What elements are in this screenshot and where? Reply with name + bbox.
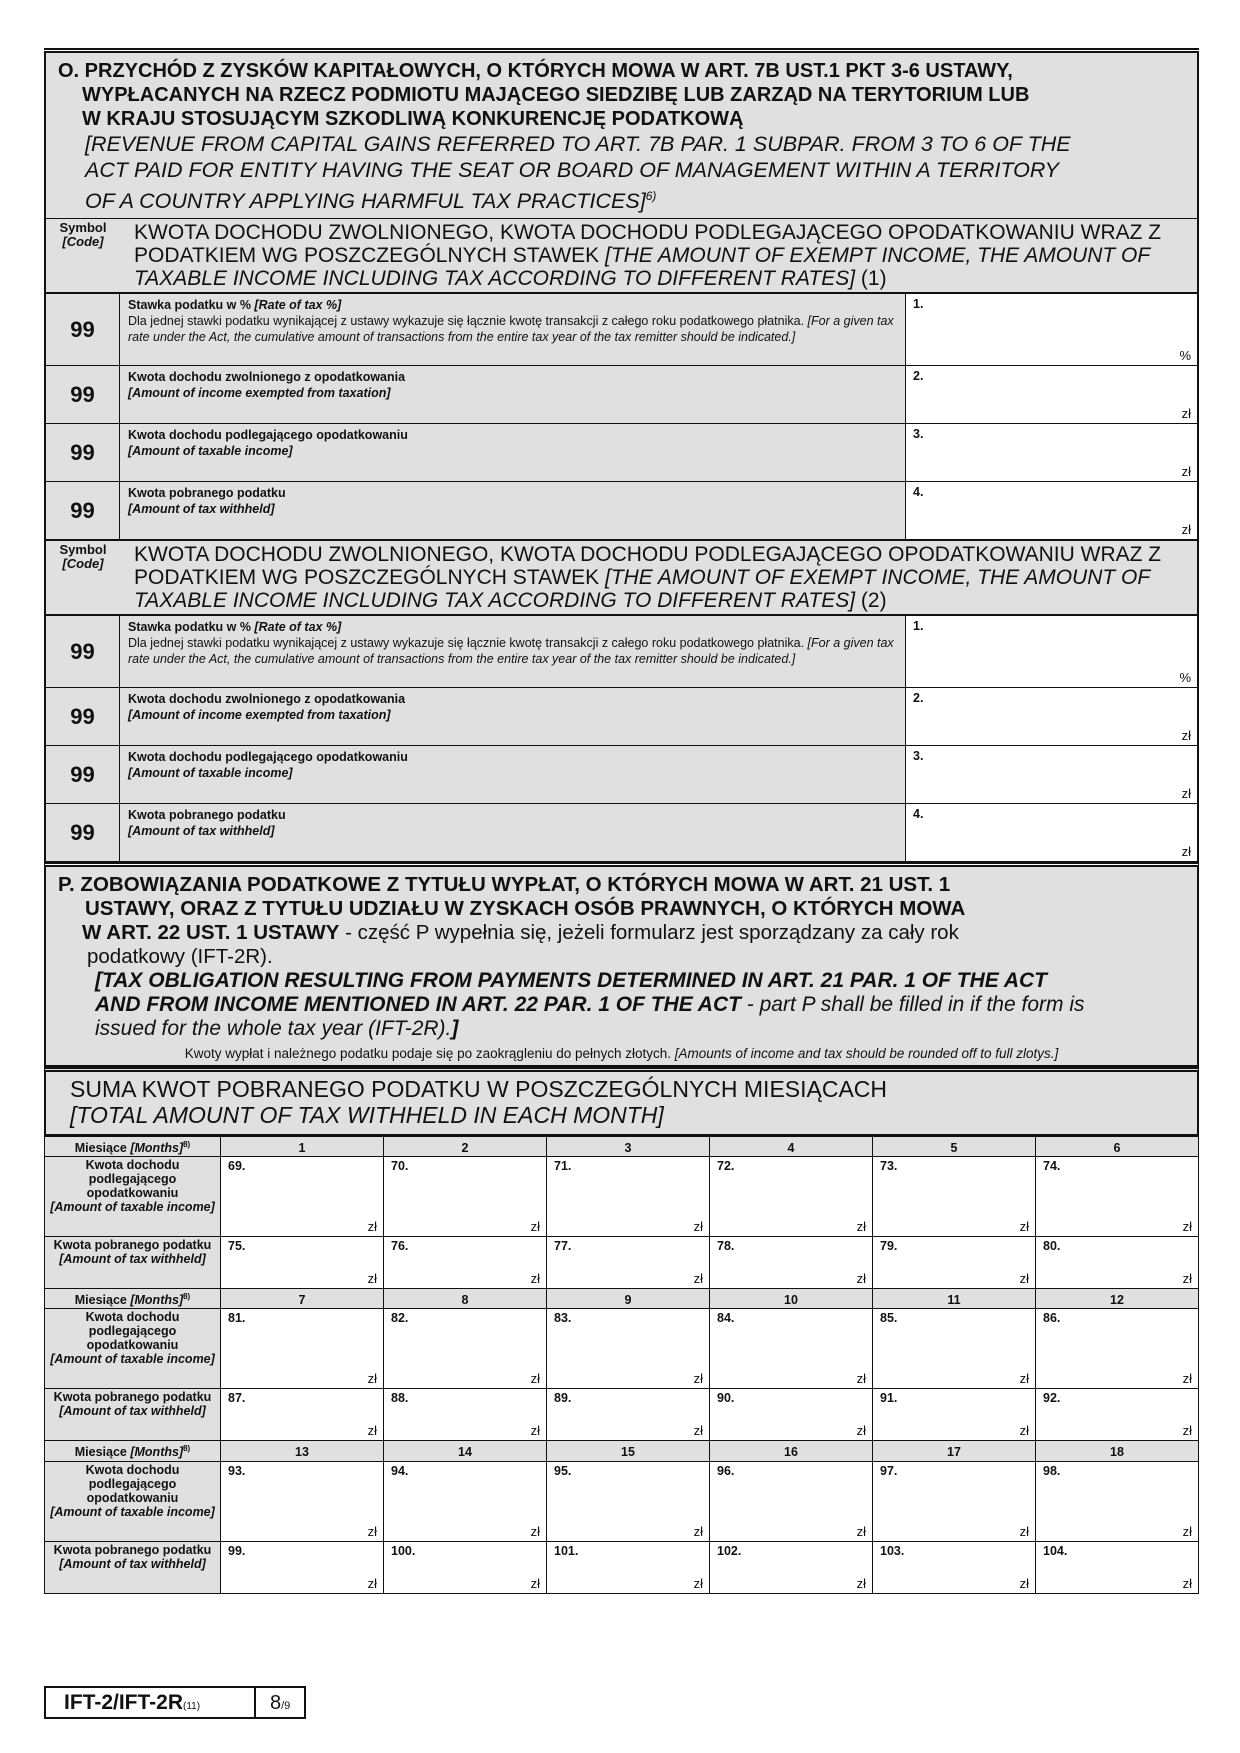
months-label-en: [Months] bbox=[130, 1141, 184, 1156]
income-input[interactable] bbox=[547, 1309, 710, 1389]
row-description: Dla jednej stawki podatku wynikającej z ustawy wykazuje się łącznie kwotę transakcji z całego roku podatkowego płatnika. bbox=[128, 636, 808, 651]
field-number: 88. bbox=[391, 1391, 409, 1406]
income-label bbox=[45, 1309, 221, 1389]
field-unit: zł bbox=[693, 1271, 703, 1287]
row-label: Stawka podatku w % bbox=[128, 620, 255, 635]
month-number: 10 bbox=[710, 1289, 873, 1309]
income-label bbox=[45, 1461, 221, 1541]
row-label-en: [Amount of taxable income] bbox=[128, 444, 293, 459]
row-label-en: [Amount of income exempted from taxation] bbox=[128, 386, 391, 401]
symbol-column-label bbox=[46, 541, 120, 614]
page-current: 8 bbox=[270, 1692, 282, 1714]
field-row bbox=[44, 366, 1199, 424]
rounding-note-pl: Kwoty wypłat i należnego podatku podaje się po zaokrągleniu do pełnych złotych. bbox=[184, 1046, 675, 1062]
tax-input[interactable] bbox=[710, 1237, 873, 1289]
field-number: 89. bbox=[554, 1391, 572, 1406]
symbol-column-label bbox=[46, 219, 120, 292]
group-header bbox=[44, 218, 1199, 294]
tax-input[interactable] bbox=[384, 1237, 547, 1289]
section-p-line-3-bold: W ART. 22 UST. 1 USTAWY bbox=[82, 921, 340, 945]
month-number: 3 bbox=[547, 1137, 710, 1157]
code-label: [Code] bbox=[62, 556, 104, 572]
field-number: 2. bbox=[913, 369, 924, 384]
tax-label-pl: Kwota pobranego podatku bbox=[53, 1390, 212, 1405]
tax-label bbox=[45, 1541, 221, 1593]
field-unit: zł bbox=[1019, 1423, 1029, 1439]
field-number: 2. bbox=[913, 691, 924, 706]
income-input[interactable] bbox=[1036, 1461, 1199, 1541]
field-unit: zł bbox=[1181, 786, 1191, 802]
symbol-label: Symbol bbox=[59, 542, 107, 558]
field-input[interactable] bbox=[906, 424, 1197, 481]
field-unit: zł bbox=[1181, 844, 1191, 860]
footnote-ref: 6) bbox=[645, 189, 657, 203]
tax-input[interactable] bbox=[710, 1541, 873, 1593]
group-number: (2) bbox=[855, 589, 887, 613]
group-title-en: [THE AMOUNT OF EXEMPT INCOME, THE AMOUNT OF TAXABLE INCOME INCLUDING TAX ACCORDING TO DIFFERENT RATES] bbox=[134, 244, 1150, 291]
field-row bbox=[44, 424, 1199, 482]
row-description-en: [For a given tax rate under the Act, the cumulative amount of transactions from the entire tax year of the tax remitter should be indicated.] bbox=[128, 314, 894, 345]
field-unit: zł bbox=[856, 1523, 866, 1539]
months-label bbox=[45, 1137, 221, 1157]
field-unit: zł bbox=[1019, 1219, 1029, 1235]
row-label: Kwota pobranego podatku bbox=[128, 486, 286, 501]
field-unit: zł bbox=[1181, 522, 1191, 538]
field-number: 99. bbox=[228, 1543, 246, 1558]
field-number: 3. bbox=[913, 427, 924, 442]
monthly-sum-header bbox=[44, 1067, 1199, 1136]
monthly-sum-title-pl: SUMA KWOT POBRANEGO PODATKU W POSZCZEGÓLNYCH MIESIĄCACH bbox=[70, 1076, 888, 1103]
field-unit: zł bbox=[1182, 1523, 1192, 1539]
symbol-label: Symbol bbox=[59, 220, 107, 236]
month-number: 8 bbox=[384, 1289, 547, 1309]
field-unit: zł bbox=[1182, 1423, 1192, 1439]
month-number: 17 bbox=[873, 1441, 1036, 1461]
field-number: 91. bbox=[880, 1391, 898, 1406]
field-input[interactable] bbox=[906, 616, 1197, 687]
field-unit: % bbox=[1179, 348, 1191, 364]
tax-label-pl: Kwota pobranego podatku bbox=[53, 1542, 212, 1557]
field-unit: zł bbox=[367, 1271, 377, 1287]
field-number: 78. bbox=[717, 1239, 735, 1254]
group-title-en: [THE AMOUNT OF EXEMPT INCOME, THE AMOUNT OF TAXABLE INCOME INCLUDING TAX ACCORDING TO DIFFERENT RATES] bbox=[134, 566, 1150, 613]
field-number: 4. bbox=[913, 807, 924, 822]
field-number: 69. bbox=[228, 1159, 246, 1174]
field-number: 92. bbox=[1043, 1391, 1061, 1406]
tax-input[interactable] bbox=[1036, 1389, 1199, 1441]
row-label-cell bbox=[120, 366, 906, 423]
months-label bbox=[45, 1289, 221, 1309]
field-row bbox=[44, 746, 1199, 804]
income-input[interactable] bbox=[710, 1461, 873, 1541]
months-label-en: [Months] bbox=[130, 1293, 184, 1308]
field-unit: zł bbox=[693, 1219, 703, 1235]
field-unit: zł bbox=[1019, 1271, 1029, 1287]
rate-groups bbox=[44, 218, 1199, 862]
field-unit: zł bbox=[1019, 1575, 1029, 1591]
income-input[interactable] bbox=[873, 1309, 1036, 1389]
row-label-cell bbox=[120, 424, 906, 481]
income-input[interactable] bbox=[384, 1309, 547, 1389]
field-unit: zł bbox=[856, 1423, 866, 1439]
tax-label-pl: Kwota pobranego podatku bbox=[53, 1238, 212, 1253]
field-unit: zł bbox=[1182, 1575, 1192, 1591]
section-p-en-line-1: [TAX OBLIGATION RESULTING FROM PAYMENTS DETERMINED IN ART. 21 PAR. 1 OF THE ACT bbox=[95, 969, 1048, 993]
group-header bbox=[44, 540, 1199, 616]
field-number: 4. bbox=[913, 485, 924, 500]
monthly-table bbox=[44, 1136, 1199, 1593]
section-o-line-1: O. PRZYCHÓD Z ZYSKÓW KAPITAŁOWYCH, O KTÓRYCH MOWA W ART. 7B UST.1 PKT 3-6 USTAWY, bbox=[58, 60, 1013, 82]
section-o-header bbox=[44, 53, 1199, 218]
income-input[interactable] bbox=[221, 1157, 384, 1237]
field-unit: zł bbox=[367, 1523, 377, 1539]
row-label-cell bbox=[120, 616, 906, 687]
row-label: Kwota dochodu zwolnionego z opodatkowania bbox=[128, 370, 406, 385]
month-number: 12 bbox=[1036, 1289, 1199, 1309]
field-unit: zł bbox=[1181, 406, 1191, 422]
tax-input[interactable] bbox=[710, 1389, 873, 1441]
field-unit: zł bbox=[530, 1219, 540, 1235]
month-number: 1 bbox=[221, 1137, 384, 1157]
months-footnote: 8) bbox=[183, 1444, 191, 1454]
month-number: 18 bbox=[1036, 1441, 1199, 1461]
tax-label-en: [Amount of tax withheld] bbox=[59, 1252, 206, 1267]
field-number: 98. bbox=[1043, 1463, 1061, 1478]
field-row bbox=[44, 616, 1199, 688]
field-number: 96. bbox=[717, 1463, 735, 1478]
tax-row bbox=[45, 1541, 1199, 1593]
field-row bbox=[44, 294, 1199, 366]
field-unit: zł bbox=[856, 1271, 866, 1287]
form-page bbox=[44, 48, 1199, 1594]
months-label-pl: Miesiące bbox=[74, 1293, 131, 1308]
field-input[interactable] bbox=[906, 804, 1197, 861]
row-code: 99 bbox=[46, 804, 120, 861]
tax-row bbox=[45, 1237, 1199, 1289]
field-number: 1. bbox=[913, 619, 924, 634]
monthly-sum-title-en: [TOTAL AMOUNT OF TAX WITHHELD IN EACH MONTH] bbox=[70, 1102, 664, 1129]
field-unit: zł bbox=[530, 1371, 540, 1387]
field-number: 87. bbox=[228, 1391, 246, 1406]
field-unit: zł bbox=[1019, 1523, 1029, 1539]
field-number: 81. bbox=[228, 1311, 246, 1326]
field-number: 104. bbox=[1043, 1543, 1068, 1558]
field-number: 90. bbox=[717, 1391, 735, 1406]
tax-input[interactable] bbox=[384, 1541, 547, 1593]
row-label-en: [Amount of tax withheld] bbox=[128, 824, 275, 839]
field-number: 73. bbox=[880, 1159, 898, 1174]
form-code: IFT-2/IFT-2R bbox=[64, 1691, 184, 1714]
group-number: (1) bbox=[855, 267, 887, 291]
months-label-pl: Miesiące bbox=[74, 1141, 131, 1156]
field-number: 77. bbox=[554, 1239, 572, 1254]
row-description: Dla jednej stawki podatku wynikającej z ustawy wykazuje się łącznie kwotę transakcji z całego roku podatkowego płatnika. bbox=[128, 314, 808, 329]
field-unit: zł bbox=[693, 1575, 703, 1591]
income-label-en: [Amount of taxable income] bbox=[50, 1352, 215, 1367]
field-number: 82. bbox=[391, 1311, 409, 1326]
month-number: 4 bbox=[710, 1137, 873, 1157]
group-title bbox=[120, 219, 1197, 292]
income-input[interactable] bbox=[384, 1157, 547, 1237]
income-input[interactable] bbox=[1036, 1157, 1199, 1237]
section-o-en-line-3: OF A COUNTRY APPLYING HARMFUL TAX PRACTICES] bbox=[85, 189, 646, 214]
month-number: 11 bbox=[873, 1289, 1036, 1309]
field-number: 80. bbox=[1043, 1239, 1061, 1254]
tax-input[interactable] bbox=[384, 1389, 547, 1441]
tax-input[interactable] bbox=[873, 1389, 1036, 1441]
rounding-note bbox=[58, 1046, 1185, 1061]
months-row bbox=[45, 1137, 1199, 1157]
month-number: 2 bbox=[384, 1137, 547, 1157]
income-input[interactable] bbox=[547, 1157, 710, 1237]
tax-label bbox=[45, 1237, 221, 1289]
months-row bbox=[45, 1289, 1199, 1309]
field-number: 102. bbox=[717, 1543, 742, 1558]
income-input[interactable] bbox=[873, 1461, 1036, 1541]
field-number: 85. bbox=[880, 1311, 898, 1326]
field-number: 86. bbox=[1043, 1311, 1061, 1326]
field-input[interactable] bbox=[906, 366, 1197, 423]
section-p-line-2: USTAWY, ORAZ Z TYTUŁU UDZIAŁU W ZYSKACH OSÓB PRAWNYCH, O KTÓRYCH MOWA bbox=[85, 897, 966, 921]
field-unit: zł bbox=[856, 1219, 866, 1235]
field-number: 76. bbox=[391, 1239, 409, 1254]
month-number: 15 bbox=[547, 1441, 710, 1461]
month-number: 16 bbox=[710, 1441, 873, 1461]
income-input[interactable] bbox=[221, 1309, 384, 1389]
field-number: 97. bbox=[880, 1463, 898, 1478]
field-unit: zł bbox=[530, 1523, 540, 1539]
row-label-cell bbox=[120, 804, 906, 861]
row-label-en: [Rate of tax %] bbox=[254, 298, 342, 313]
row-label-cell bbox=[120, 482, 906, 539]
tax-input[interactable] bbox=[547, 1541, 710, 1593]
field-unit: zł bbox=[530, 1423, 540, 1439]
section-o-title-en bbox=[58, 131, 1185, 214]
rounding-note-en: [Amounts of income and tax should be rounded off to full zlotys.] bbox=[674, 1046, 1059, 1062]
field-number: 101. bbox=[554, 1543, 579, 1558]
field-unit: % bbox=[1179, 670, 1191, 686]
field-number: 75. bbox=[228, 1239, 246, 1254]
page-number bbox=[256, 1688, 304, 1717]
tax-input[interactable] bbox=[1036, 1541, 1199, 1593]
field-unit: zł bbox=[856, 1575, 866, 1591]
income-label-pl: Kwota dochodu podlegającego opodatkowaniu bbox=[85, 1310, 180, 1353]
field-number: 74. bbox=[1043, 1159, 1061, 1174]
row-code: 99 bbox=[46, 294, 120, 365]
months-label bbox=[45, 1441, 221, 1461]
section-p-line-3: - część P wypełnia się, jeżeli formularz jest sporządzany za cały rok bbox=[339, 921, 959, 945]
tax-input[interactable] bbox=[547, 1237, 710, 1289]
field-number: 71. bbox=[554, 1159, 572, 1174]
field-unit: zł bbox=[530, 1271, 540, 1287]
form-id bbox=[46, 1688, 256, 1717]
section-o-title-pl bbox=[58, 59, 1185, 131]
row-label: Kwota dochodu podlegającego opodatkowaniu bbox=[128, 428, 408, 443]
field-row bbox=[44, 688, 1199, 746]
field-number: 3. bbox=[913, 749, 924, 764]
section-p-header bbox=[44, 867, 1199, 1067]
months-label-en: [Months] bbox=[130, 1445, 184, 1460]
field-unit: zł bbox=[1182, 1371, 1192, 1387]
section-p-line-4: podatkowy (IFT-2R). bbox=[87, 945, 273, 969]
row-label-cell bbox=[120, 294, 906, 365]
section-o-line-2: WYPŁACANYCH NA RZECZ PODMIOTU MAJĄCEGO SIEDZIBĘ LUB ZARZĄD NA TERYTORIUM LUB bbox=[82, 84, 1030, 106]
field-number: 100. bbox=[391, 1543, 416, 1558]
income-row bbox=[45, 1309, 1199, 1389]
months-row bbox=[45, 1441, 1199, 1461]
income-input[interactable] bbox=[221, 1461, 384, 1541]
field-number: 95. bbox=[554, 1463, 572, 1478]
field-number: 72. bbox=[717, 1159, 735, 1174]
group-title-pl: KWOTA DOCHODU ZWOLNIONEGO, KWOTA DOCHODU PODLEGAJĄCEGO OPODATKOWANIU WRAZ Z PODATKIEM WG POSZCZEGÓLNYCH STAWEK bbox=[134, 543, 1162, 590]
field-number: 70. bbox=[391, 1159, 409, 1174]
section-p-line-1: P. ZOBOWIĄZANIA PODATKOWE Z TYTUŁU WYPŁAT, O KTÓRYCH MOWA W ART. 21 UST. 1 bbox=[58, 873, 951, 897]
field-unit: zł bbox=[693, 1523, 703, 1539]
row-label: Kwota dochodu zwolnionego z opodatkowania bbox=[128, 692, 406, 707]
income-row bbox=[45, 1157, 1199, 1237]
income-input[interactable] bbox=[547, 1461, 710, 1541]
month-number: 7 bbox=[221, 1289, 384, 1309]
section-p-en-bracket: ] bbox=[451, 1017, 459, 1041]
field-unit: zł bbox=[1181, 728, 1191, 744]
field-input[interactable] bbox=[906, 688, 1197, 745]
tax-label-en: [Amount of tax withheld] bbox=[59, 1404, 206, 1419]
tax-input[interactable] bbox=[221, 1237, 384, 1289]
row-label: Kwota dochodu podlegającego opodatkowaniu bbox=[128, 750, 408, 765]
income-label bbox=[45, 1157, 221, 1237]
row-label-en: [Amount of tax withheld] bbox=[128, 502, 275, 517]
tax-label bbox=[45, 1389, 221, 1441]
field-unit: zł bbox=[367, 1371, 377, 1387]
income-input[interactable] bbox=[710, 1309, 873, 1389]
row-code: 99 bbox=[46, 746, 120, 803]
row-code: 99 bbox=[46, 424, 120, 481]
income-input[interactable] bbox=[1036, 1309, 1199, 1389]
month-number: 13 bbox=[221, 1441, 384, 1461]
field-number: 83. bbox=[554, 1311, 572, 1326]
tax-input[interactable] bbox=[221, 1541, 384, 1593]
field-unit: zł bbox=[367, 1575, 377, 1591]
code-label: [Code] bbox=[62, 234, 104, 250]
section-p-en-line-3: issued for the whole tax year (IFT-2R). bbox=[95, 1017, 452, 1041]
field-unit: zł bbox=[367, 1219, 377, 1235]
tax-input[interactable] bbox=[221, 1389, 384, 1441]
tax-input[interactable] bbox=[547, 1389, 710, 1441]
section-o-en-line-2: ACT PAID FOR ENTITY HAVING THE SEAT OR BOARD OF MANAGEMENT WITHIN A TERRITORY bbox=[85, 158, 1059, 182]
months-label-pl: Miesiące bbox=[74, 1445, 131, 1460]
income-row bbox=[45, 1461, 1199, 1541]
group-title-pl: KWOTA DOCHODU ZWOLNIONEGO, KWOTA DOCHODU PODLEGAJĄCEGO OPODATKOWANIU WRAZ Z PODATKIEM WG POSZCZEGÓLNYCH STAWEK bbox=[134, 221, 1162, 268]
section-p-title-en bbox=[58, 969, 1185, 1041]
row-code: 99 bbox=[46, 688, 120, 745]
income-label-en: [Amount of taxable income] bbox=[50, 1200, 215, 1215]
income-label-en: [Amount of taxable income] bbox=[50, 1504, 215, 1519]
field-number: 79. bbox=[880, 1239, 898, 1254]
income-input[interactable] bbox=[873, 1157, 1036, 1237]
field-unit: zł bbox=[1182, 1219, 1192, 1235]
field-number: 1. bbox=[913, 297, 924, 312]
row-code: 99 bbox=[46, 366, 120, 423]
field-number: 93. bbox=[228, 1463, 246, 1478]
row-code: 99 bbox=[46, 616, 120, 687]
section-p-en-line-2-bold: AND FROM INCOME MENTIONED IN ART. 22 PAR. 1 OF THE ACT bbox=[95, 993, 741, 1017]
field-input[interactable] bbox=[906, 482, 1197, 539]
month-number: 6 bbox=[1036, 1137, 1199, 1157]
form-footer bbox=[44, 1686, 306, 1719]
field-row bbox=[44, 804, 1199, 862]
month-number: 9 bbox=[547, 1289, 710, 1309]
field-unit: zł bbox=[856, 1371, 866, 1387]
field-unit: zł bbox=[693, 1423, 703, 1439]
section-p-title-pl bbox=[58, 873, 1185, 969]
row-label: Stawka podatku w % bbox=[128, 298, 255, 313]
row-label-en: [Amount of taxable income] bbox=[128, 766, 293, 781]
row-label-cell bbox=[120, 746, 906, 803]
field-input[interactable] bbox=[906, 294, 1197, 365]
field-number: 103. bbox=[880, 1543, 905, 1558]
row-label-en: [Amount of income exempted from taxation] bbox=[128, 708, 391, 723]
section-o-en-line-1: [REVENUE FROM CAPITAL GAINS REFERRED TO ART. 7B PAR. 1 SUBPAR. FROM 3 TO 6 OF THE bbox=[85, 132, 1071, 156]
month-number: 5 bbox=[873, 1137, 1036, 1157]
field-unit: zł bbox=[530, 1575, 540, 1591]
field-unit: zł bbox=[693, 1371, 703, 1387]
page-total: /9 bbox=[281, 1700, 291, 1712]
month-number: 14 bbox=[384, 1441, 547, 1461]
section-o-line-3: W KRAJU STOSUJĄCYM SZKODLIWĄ KONKURENCJĘ PODATKOWĄ bbox=[82, 108, 744, 130]
section-p-en-line-2: - part P shall be filled in if the form is bbox=[740, 993, 1085, 1017]
income-label-pl: Kwota dochodu podlegającego opodatkowaniu bbox=[85, 1158, 180, 1201]
field-number: 94. bbox=[391, 1463, 409, 1478]
tax-input[interactable] bbox=[873, 1541, 1036, 1593]
tax-row bbox=[45, 1389, 1199, 1441]
row-code: 99 bbox=[46, 482, 120, 539]
row-label-en: [Rate of tax %] bbox=[254, 620, 342, 635]
months-footnote: 8) bbox=[183, 1140, 191, 1150]
form-version: (11) bbox=[183, 1701, 201, 1712]
row-label-cell bbox=[120, 688, 906, 745]
field-unit: zł bbox=[367, 1423, 377, 1439]
field-row bbox=[44, 482, 1199, 540]
field-unit: zł bbox=[1182, 1271, 1192, 1287]
income-label-pl: Kwota dochodu podlegającego opodatkowaniu bbox=[85, 1462, 180, 1505]
tax-label-en: [Amount of tax withheld] bbox=[59, 1556, 206, 1571]
income-input[interactable] bbox=[710, 1157, 873, 1237]
row-description-en: [For a given tax rate under the Act, the cumulative amount of transactions from the entire tax year of the tax remitter should be indicated.] bbox=[128, 636, 894, 667]
tax-input[interactable] bbox=[1036, 1237, 1199, 1289]
field-input[interactable] bbox=[906, 746, 1197, 803]
months-footnote: 8) bbox=[183, 1292, 191, 1302]
field-unit: zł bbox=[1019, 1371, 1029, 1387]
field-unit: zł bbox=[1181, 464, 1191, 480]
tax-input[interactable] bbox=[873, 1237, 1036, 1289]
group-title bbox=[120, 541, 1197, 614]
field-number: 84. bbox=[717, 1311, 735, 1326]
income-input[interactable] bbox=[384, 1461, 547, 1541]
row-label: Kwota pobranego podatku bbox=[128, 808, 286, 823]
